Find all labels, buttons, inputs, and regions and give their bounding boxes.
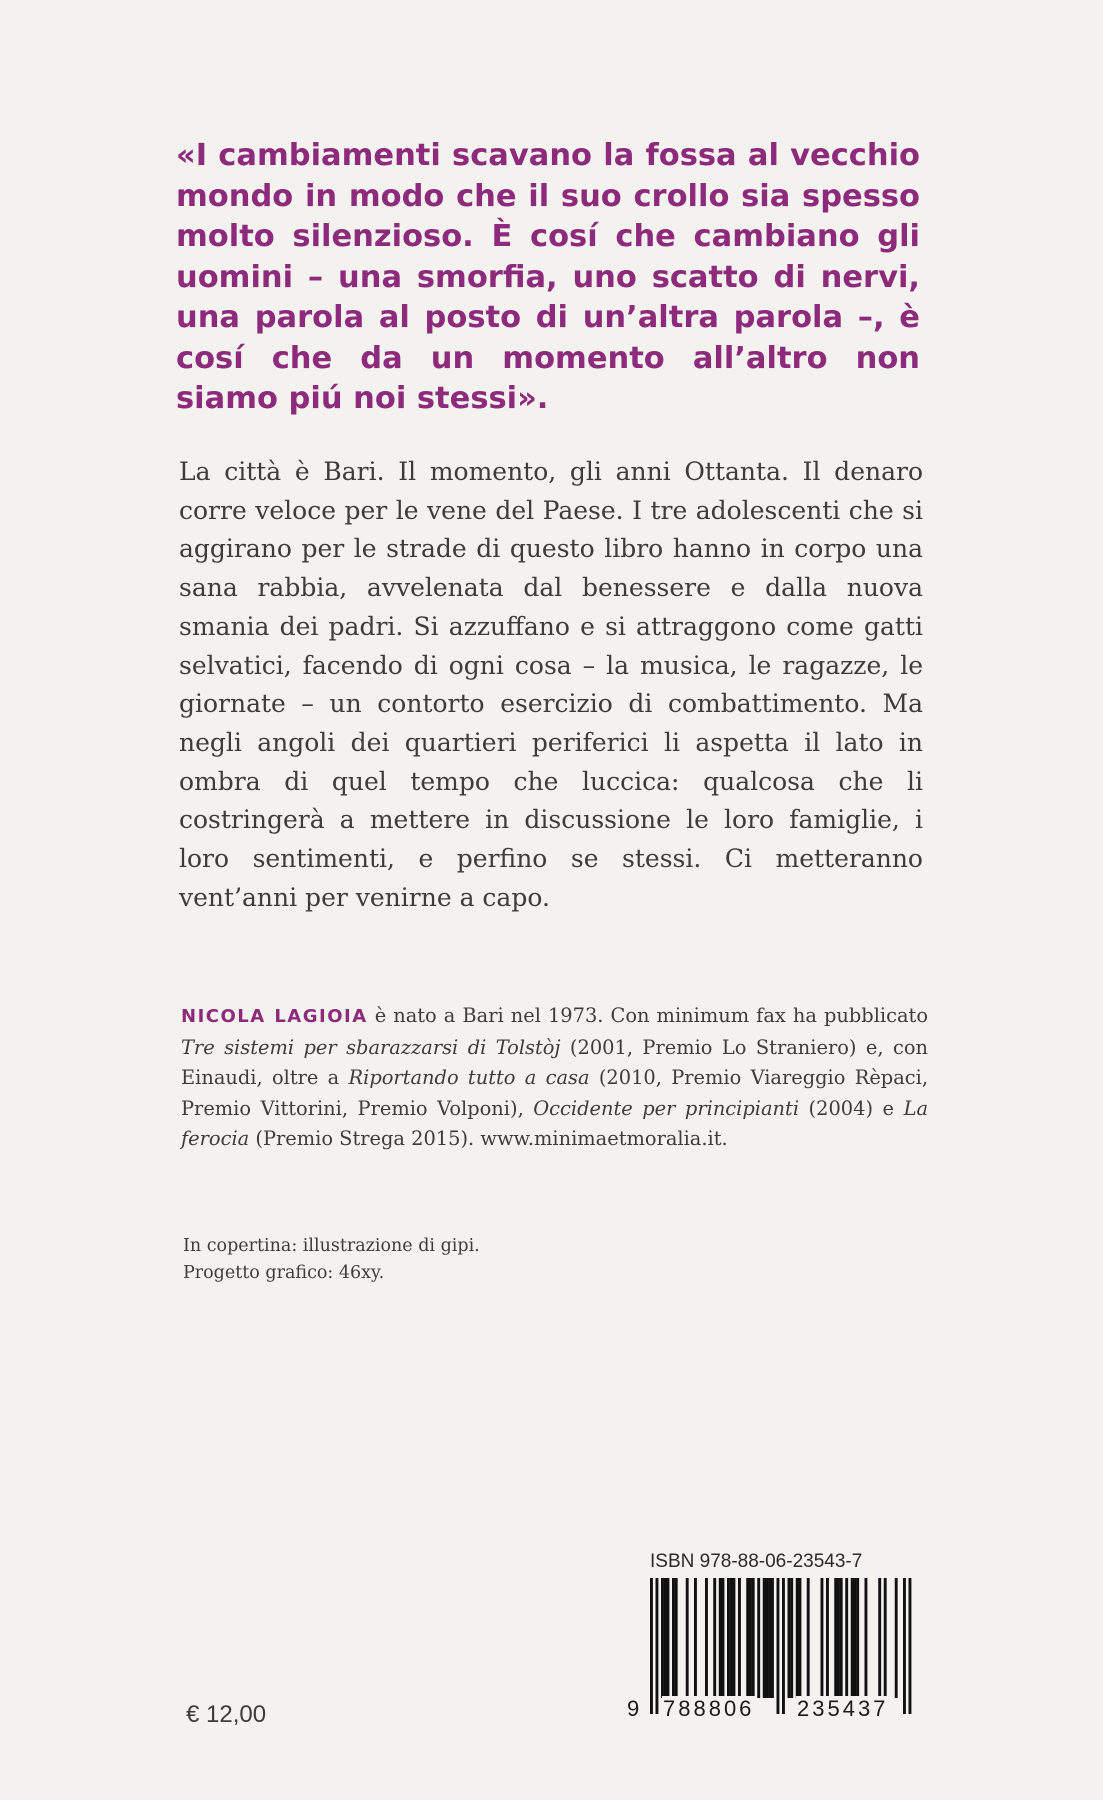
barcode-bar [675, 1578, 678, 1698]
barcode-bar [807, 1578, 810, 1698]
barcode-bar [909, 1578, 912, 1714]
barcode [626, 1578, 932, 1728]
barcode-bar [763, 1578, 766, 1698]
barcode-bar [854, 1578, 857, 1698]
barcode-bar [777, 1578, 780, 1714]
barcode-bar [821, 1578, 824, 1698]
barcode-bar [768, 1578, 771, 1698]
barcode-bar [790, 1578, 793, 1698]
barcode-bar [727, 1578, 730, 1698]
barcode-bar [738, 1578, 741, 1698]
bio-text: è nato a Bari nel 1973. Con minimum fax ha pubblicato [367, 1004, 928, 1027]
barcode-bar [656, 1578, 659, 1714]
book-title: Riportando tutto a casa [348, 1066, 590, 1090]
barcode-bar [834, 1578, 837, 1698]
barcode-bar [686, 1578, 689, 1698]
barcode-bar [845, 1578, 848, 1698]
barcode-bar [884, 1578, 887, 1698]
barcode-bar [796, 1578, 799, 1698]
barcode-bar [766, 1578, 769, 1698]
book-title: La ferocia [181, 1096, 928, 1151]
barcode-bar [749, 1578, 752, 1698]
barcode-bar [840, 1578, 843, 1698]
book-blurb: La città è Bari. Il momento, gli anni Ottanta. Il denaro corre veloce per le vene del Paese. I tre adolescenti che si aggirano per le strade di questo libro hanno in corpo una sana rabbia, avvelenata dal benessere e dalla nuova smania dei padri. Si azzuffano e si attraggono come gatti selvatici, facendo di ogni cosa – la musica, le ragazze, le giornate – un contorto esercizio di combattimento. Ma negli angoli dei quartieri periferici li aspetta il lato in ombra di quel tempo che luccica: qualcosa che li costringerà a mettere in discussione le loro famiglie, i loro sentimenti, e perfino se stessi. Ci metteranno vent’anni per venirne a capo. [179, 457, 923, 912]
barcode-first-digit: 9 [627, 1696, 640, 1721]
barcode-bar [895, 1578, 898, 1698]
barcode-bar [782, 1578, 785, 1714]
bio-text: (2001, Premio Lo Straniero) e, con Einaudi, oltre a [181, 1035, 928, 1090]
barcode-bar [719, 1578, 722, 1698]
barcode-left-group: 788806 [663, 1696, 755, 1721]
barcode-bar [903, 1578, 906, 1714]
barcode-bar [730, 1578, 733, 1698]
barcode-bar [826, 1578, 829, 1698]
author-bio [181, 1001, 928, 1155]
barcode-bar [713, 1578, 716, 1698]
bio-text: (2004) e [799, 1096, 904, 1120]
book-title: Occidente per principianti [533, 1096, 800, 1120]
barcode-bar [650, 1578, 653, 1714]
book-title: Tre sistemi per sbarazzarsi di Tolstòj [181, 1035, 561, 1059]
barcode-bar [661, 1578, 664, 1698]
barcode-bar [672, 1578, 675, 1698]
barcode-bar [851, 1578, 854, 1698]
barcode-bar [771, 1578, 774, 1698]
barcode-bar [733, 1578, 736, 1698]
barcode-bar [694, 1578, 697, 1698]
barcode-bar [856, 1578, 859, 1698]
cover-quote: «I cambiamenti scavano la fossa al vecchio mondo in modo che il suo crollo sia spesso molto silenzioso. È cosí che cambiano gli uomini – una smorfia, uno scatto di nervi, una parola al posto di un’altra parola –, è cosí che da un momento all’altro non siamo piú noi stessi». [176, 138, 920, 416]
barcode-bar [757, 1578, 760, 1698]
barcode-bar [865, 1578, 868, 1698]
barcode-bar [705, 1578, 708, 1698]
barcode-bar [837, 1578, 840, 1698]
cover-credit: In copertina: illustrazione di gipi. [183, 1236, 480, 1256]
bio-text: (2010, Premio Viareggio Rèpaci, Premio Vittorini, Premio Volponi), [181, 1066, 929, 1120]
author-name: NICOLA LAGIOIA [181, 1006, 368, 1027]
price: € 12,00 [186, 1701, 267, 1728]
barcode-right-group: 235437 [797, 1696, 889, 1721]
barcode-bar [722, 1578, 725, 1698]
credits [183, 1233, 480, 1287]
isbn-label: ISBN 978-88-06-23543-7 [650, 1551, 863, 1572]
barcode-bar [664, 1578, 667, 1698]
barcode-bar [752, 1578, 755, 1698]
barcode-bar [799, 1578, 802, 1698]
barcode-digits [626, 1696, 932, 1726]
barcode-bar [667, 1578, 670, 1698]
barcode-bar [878, 1578, 881, 1698]
barcode-bar [788, 1578, 791, 1698]
barcode-bar [746, 1578, 749, 1698]
design-credit: Progetto grafico: 46xy. [183, 1263, 385, 1283]
bio-text: (Premio Strega 2015). www.minimaetmoralia.it. [249, 1127, 728, 1151]
